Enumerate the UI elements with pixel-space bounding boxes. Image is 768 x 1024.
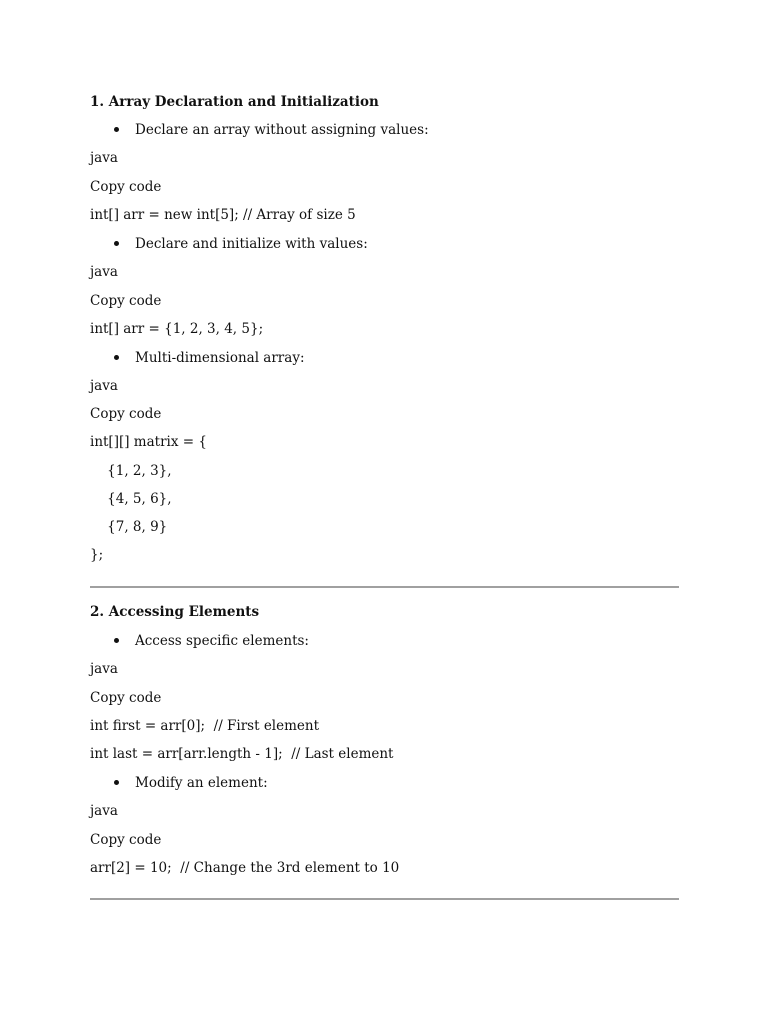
code-language-label: java — [90, 661, 118, 677]
code-line: int last = arr[arr.length - 1]; // Last element — [90, 746, 394, 762]
copy-code-button[interactable]: Copy code — [90, 179, 162, 195]
code-line: arr[2] = 10; // Change the 3rd element to 10 — [90, 860, 400, 876]
code-language-label: java — [90, 803, 118, 819]
copy-code-button[interactable]: Copy code — [90, 690, 162, 706]
horizontal-rule — [90, 898, 679, 900]
copy-code-button[interactable]: Copy code — [90, 832, 162, 848]
code-language-label: java — [90, 378, 118, 394]
code-language-label: java — [90, 264, 118, 280]
code-line: int first = arr[0]; // First element — [90, 718, 320, 734]
bullet-text: Declare and initialize with values: — [135, 236, 368, 252]
copy-code-button[interactable]: Copy code — [90, 406, 162, 422]
code-line: {4, 5, 6}, — [90, 491, 172, 507]
code-language-label: java — [90, 150, 118, 166]
code-line: }; — [90, 547, 104, 563]
bullet-text: Multi-dimensional array: — [135, 350, 305, 366]
code-line: int[] arr = {1, 2, 3, 4, 5}; — [90, 321, 264, 337]
bullet-icon — [114, 638, 119, 643]
code-line: int[][] matrix = { — [90, 434, 207, 450]
section-heading: 2. Accessing Elements — [90, 604, 260, 620]
bullet-icon — [114, 127, 119, 132]
code-line: {7, 8, 9} — [90, 519, 168, 535]
bullet-text: Declare an array without assigning values: — [135, 122, 429, 138]
code-line: {1, 2, 3}, — [90, 463, 172, 479]
bullet-icon — [114, 355, 119, 360]
bullet-icon — [114, 780, 119, 785]
bullet-icon — [114, 241, 119, 246]
horizontal-rule — [90, 586, 679, 588]
bullet-text: Access specific elements: — [135, 633, 309, 649]
code-line: int[] arr = new int[5]; // Array of size 5 — [90, 207, 356, 223]
section-heading: 1. Array Declaration and Initialization — [90, 94, 379, 110]
bullet-text: Modify an element: — [135, 775, 268, 791]
copy-code-button[interactable]: Copy code — [90, 293, 162, 309]
